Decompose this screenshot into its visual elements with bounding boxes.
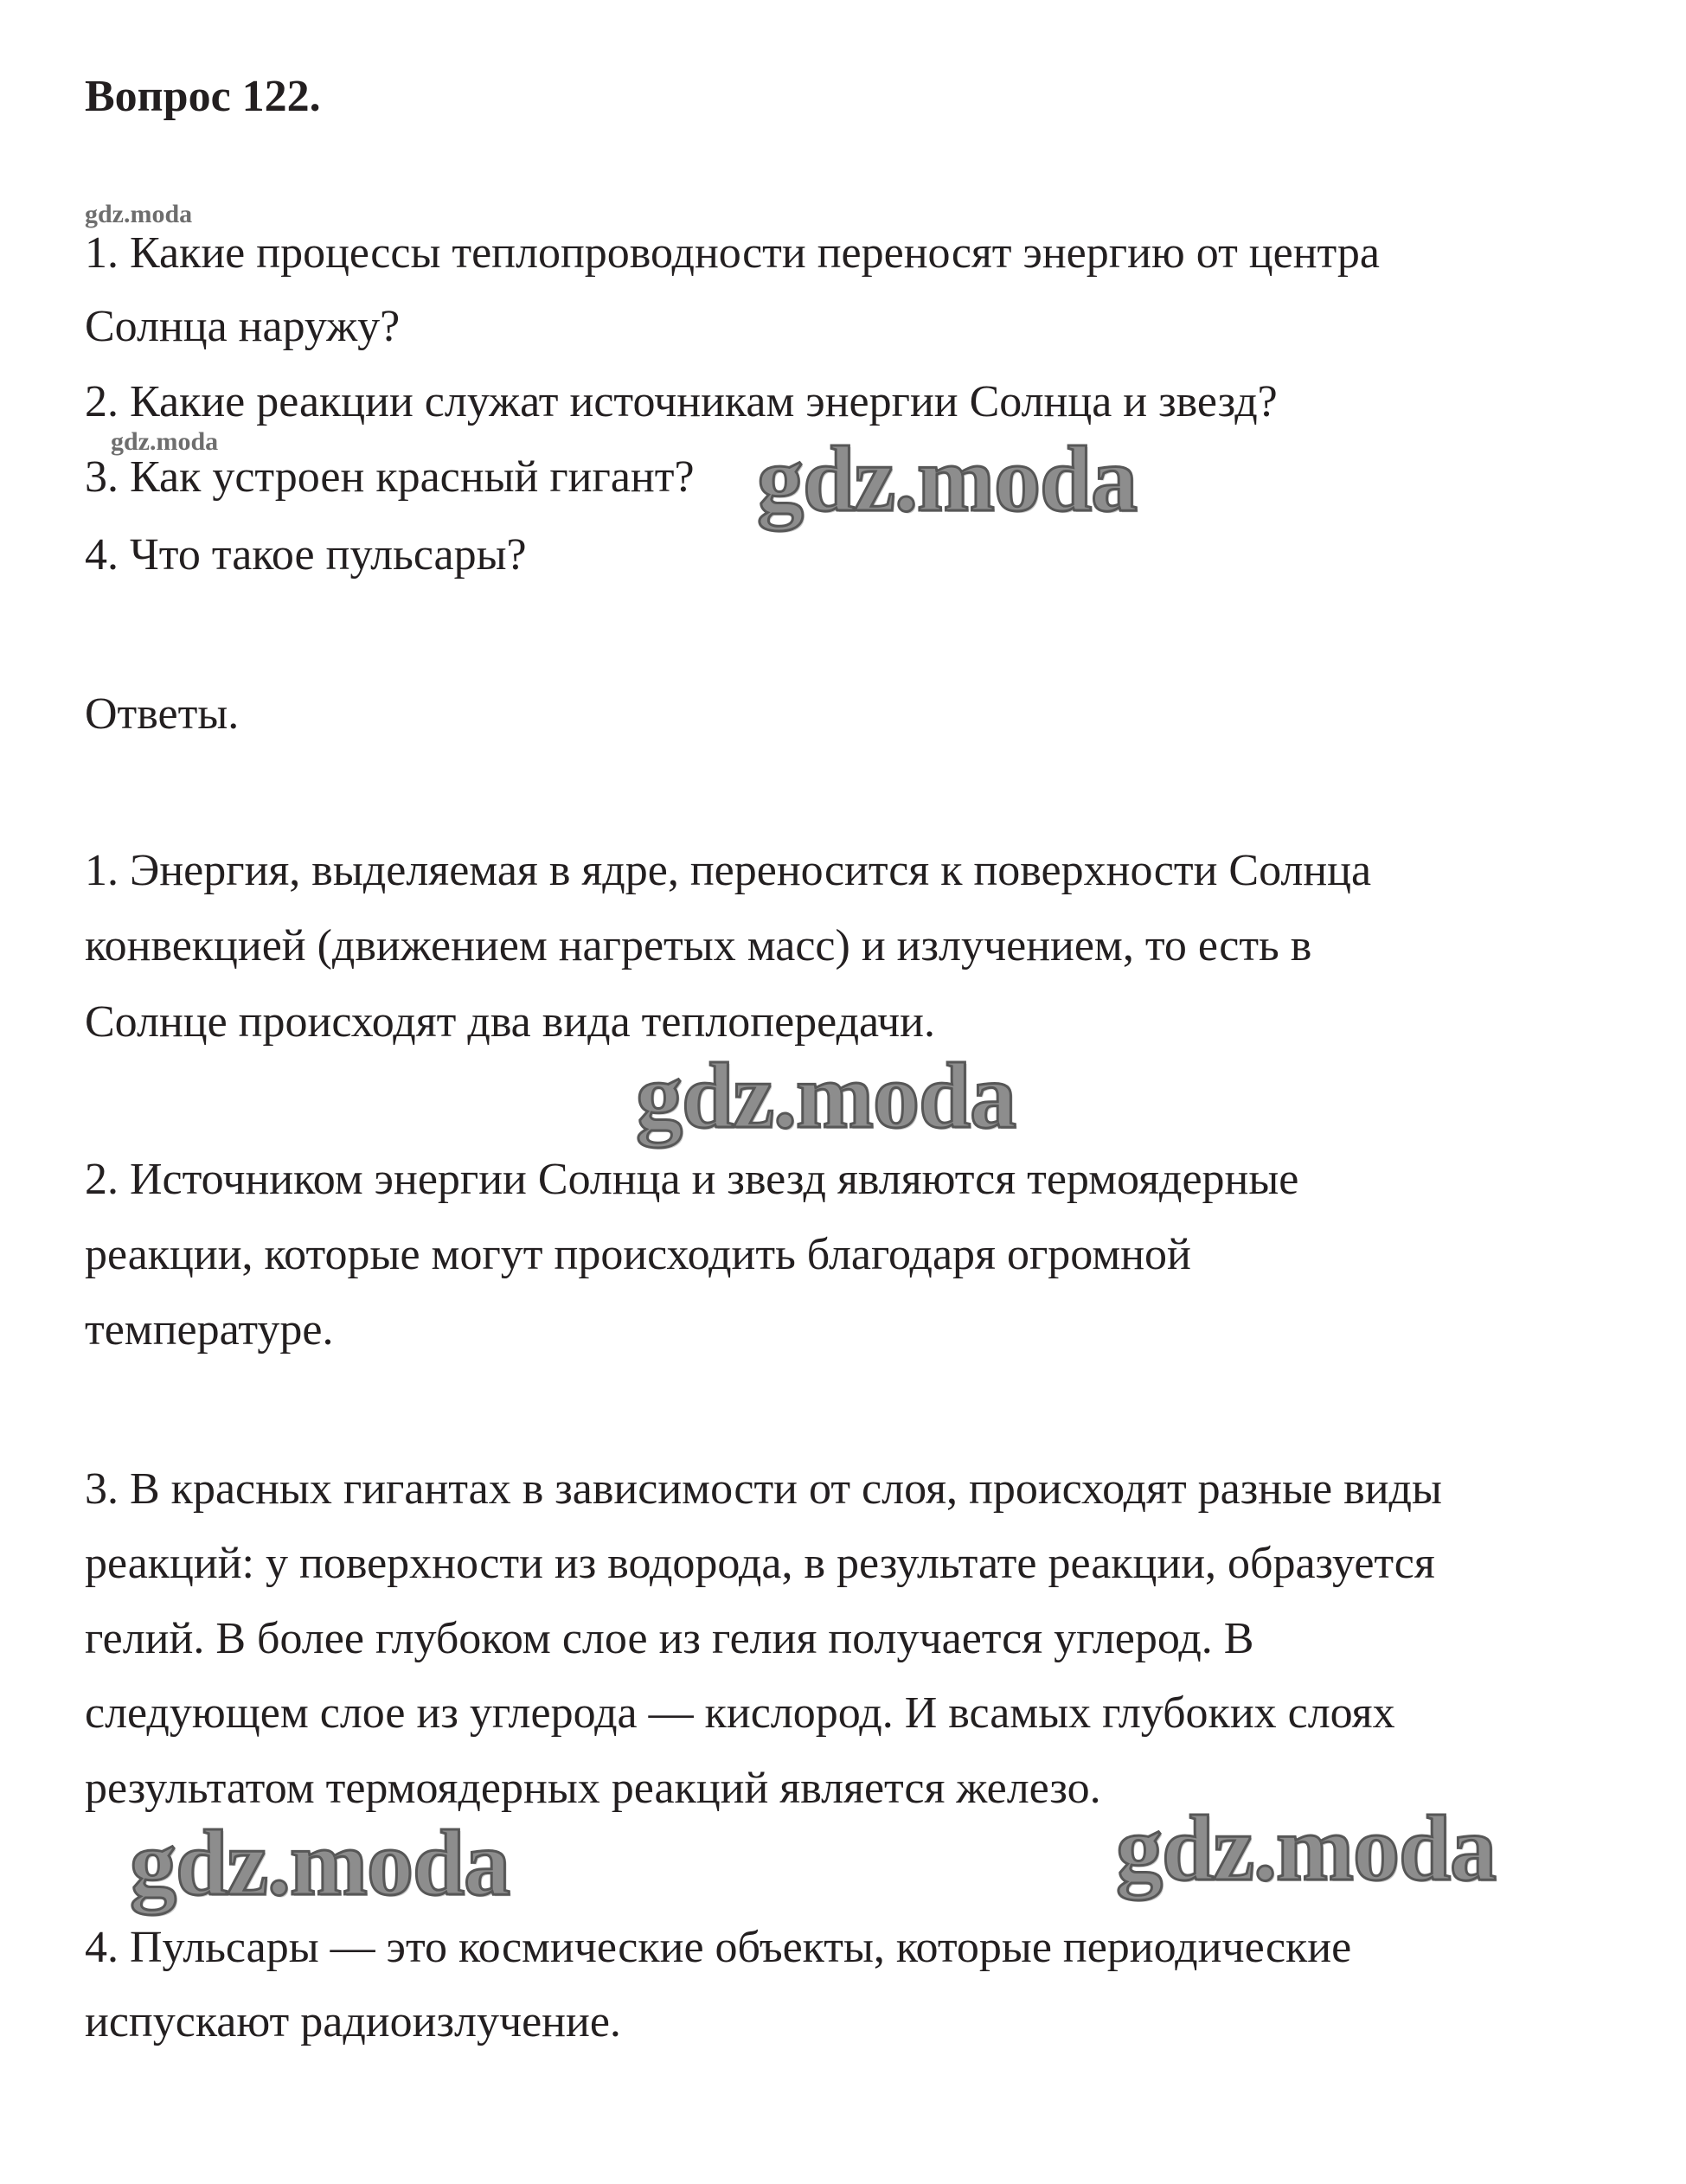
- answer-4-line-1: 4. Пульсары — это космические объекты, которые периодические: [85, 1923, 1352, 1972]
- watermark-large: gdz.moda: [1116, 1797, 1497, 1900]
- answer-3-line-4: следующем слое из углерода — кислород. И всамых глубоких слоях: [85, 1688, 1395, 1738]
- question-1-line-1: 1. Какие процессы теплопроводности переносят энергию от центра: [85, 228, 1380, 278]
- answer-3-line-3: гелий. В более глубоком слое из гелия получается углерод. В: [85, 1614, 1254, 1663]
- watermark-large: gdz.moda: [636, 1045, 1016, 1148]
- watermark-large: gdz.moda: [130, 1812, 510, 1915]
- answer-3-line-2: реакций: у поверхности из водорода, в результате реакции, образуется: [85, 1539, 1435, 1588]
- watermark-small: gdz.moda: [85, 200, 193, 228]
- answer-1-line-1: 1. Энергия, выделяемая в ядре, переносится к поверхности Солнца: [85, 846, 1372, 895]
- question-1-line-2: Солнца наружу?: [85, 302, 401, 351]
- watermark-large: gdz.moda: [757, 428, 1138, 531]
- answer-4-line-2: испускают радиоизлучение.: [85, 1997, 621, 2046]
- page-title: Вопрос 122.: [85, 72, 321, 121]
- answer-2-line-3: температуре.: [85, 1305, 334, 1355]
- answer-1-line-2: конвекцией (движением нагретых масс) и излучением, то есть в: [85, 921, 1312, 970]
- answer-3-line-1: 3. В красных гигантах в зависимости от слоя, происходят разные виды: [85, 1464, 1442, 1514]
- answer-2-line-2: реакции, которые могут происходить благодаря огромной: [85, 1230, 1191, 1279]
- question-3: 3. Как устроен красный гигант?: [85, 452, 695, 502]
- answers-heading: Ответы.: [85, 689, 240, 739]
- answer-1-line-3: Солнце происходят два вида теплопередачи.: [85, 997, 935, 1047]
- watermark-small: gdz.moda: [111, 427, 219, 456]
- question-2: 2. Какие реакции служат источникам энергии Солнца и звезд?: [85, 377, 1278, 426]
- answer-2-line-1: 2. Источником энергии Солнца и звезд являются термоядерные: [85, 1155, 1299, 1204]
- answer-3-line-5: результатом термоядерных реакций является железо.: [85, 1764, 1101, 1813]
- question-4: 4. Что такое пульсары?: [85, 530, 527, 580]
